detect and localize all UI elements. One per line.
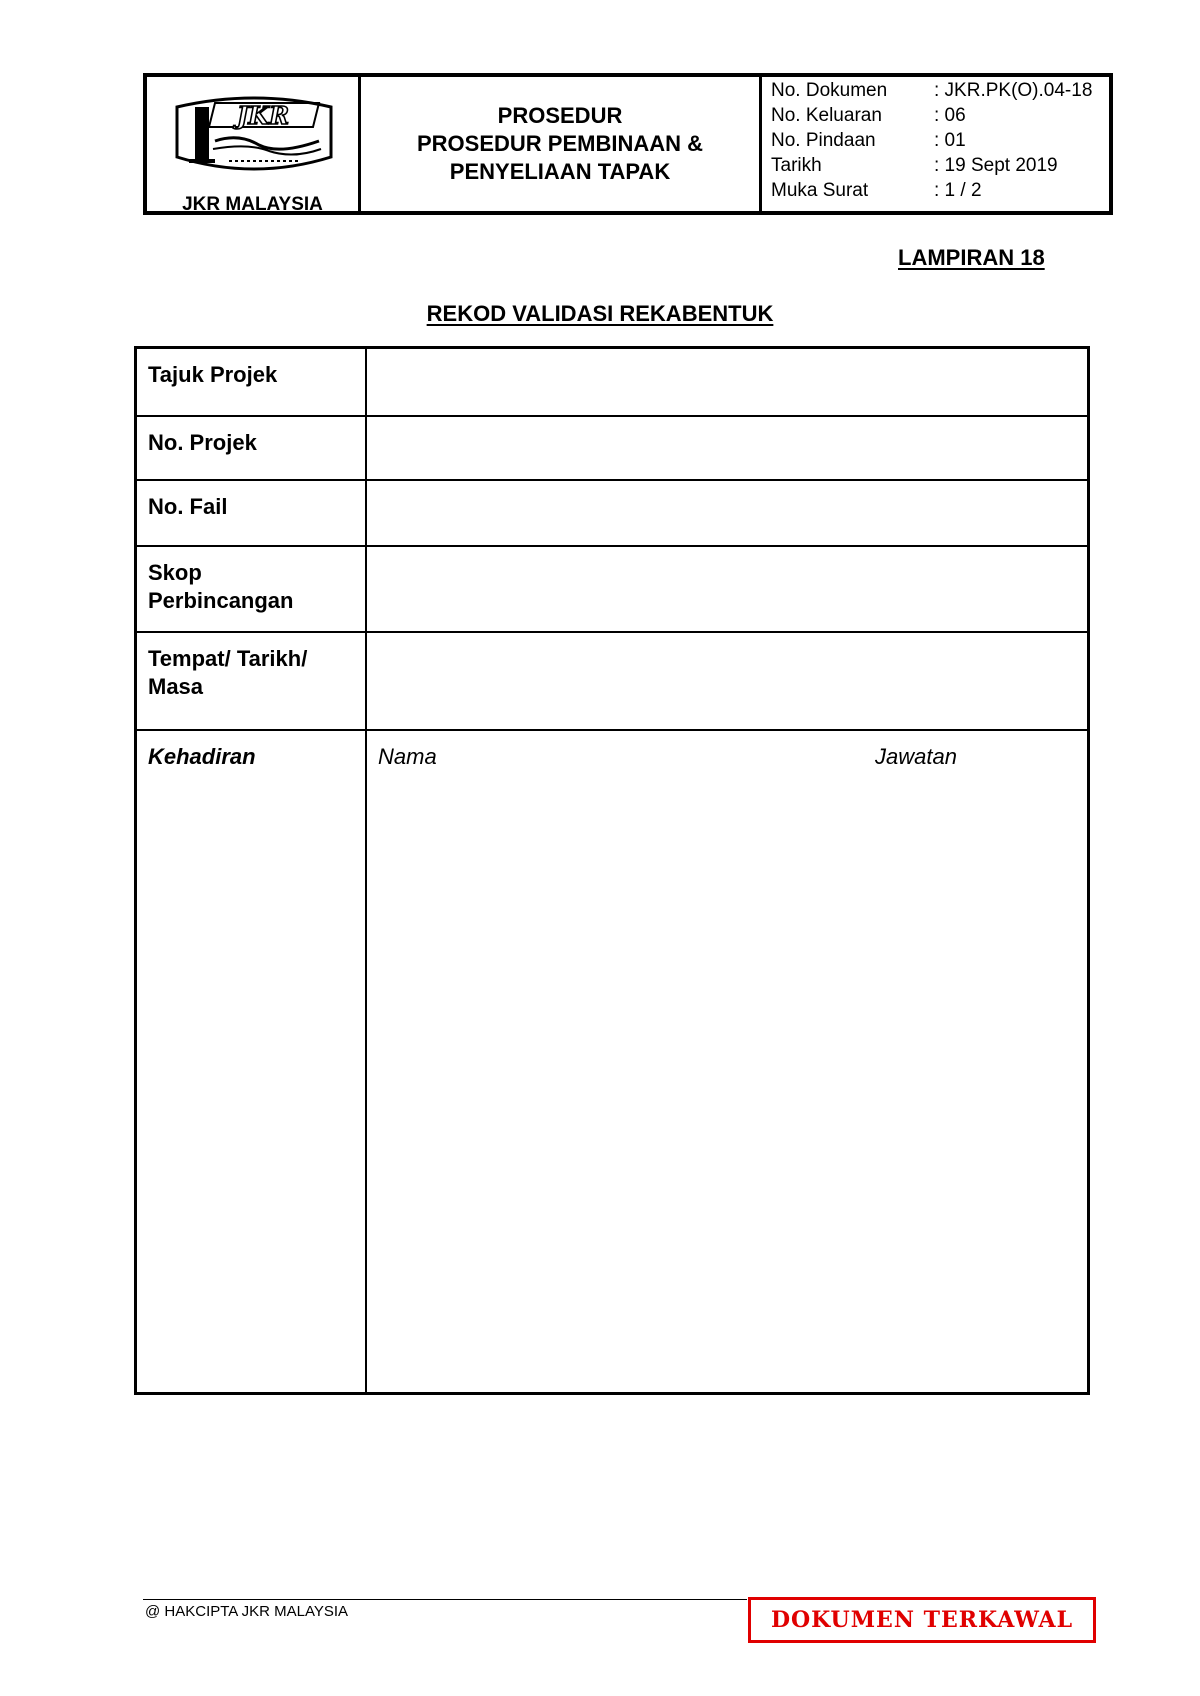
discussion-scope-field[interactable]: [367, 547, 1087, 631]
field-label: [137, 633, 367, 729]
form-row-project-title: [137, 349, 1087, 415]
meta-key: Muka Surat: [771, 180, 869, 201]
appendix-label: LAMPIRAN 18: [898, 245, 1045, 270]
form-row-place-date-time: [137, 631, 1087, 729]
footer-divider: [143, 1599, 747, 1600]
controlled-document-stamp: DOKUMEN TERKAWAL: [748, 1597, 1096, 1643]
org-name: JKR MALAYSIA: [182, 194, 323, 215]
title-line: PENYELIAAN TAPAK: [449, 159, 671, 184]
field-label: [137, 349, 367, 415]
meta-row: [771, 128, 1109, 153]
jkr-logo-icon: [169, 93, 339, 188]
field-label: [137, 417, 367, 479]
meta-value: : 19 Sept 2019: [934, 155, 1058, 176]
label-line: Tajuk Projek: [148, 362, 278, 387]
project-number-field[interactable]: [367, 417, 1087, 479]
meta-value: : 01: [934, 130, 966, 151]
field-label: [137, 481, 367, 545]
form-row-discussion-scope: [137, 545, 1087, 631]
label-line: Masa: [148, 674, 204, 699]
meta-key: No. Dokumen: [771, 80, 888, 101]
label-line: Tempat/ Tarikh/: [148, 646, 308, 671]
form-row-attendance: [137, 729, 1087, 1392]
meta-key: No. Keluaran: [771, 105, 882, 126]
meta-value: : 06: [934, 105, 966, 126]
label-line: No. Fail: [148, 494, 228, 519]
title-line: PROSEDUR: [497, 103, 623, 128]
label-line: Perbincangan: [148, 588, 294, 613]
copyright-notice: @ HAKCIPTA JKR MALAYSIA: [145, 1603, 349, 1620]
meta-row: [771, 178, 1109, 203]
file-number-field[interactable]: [367, 481, 1087, 545]
document-meta: [762, 77, 1109, 211]
document-header: [143, 73, 1113, 215]
meta-row: [771, 103, 1109, 128]
meta-row: [771, 153, 1109, 178]
name-column-header: Nama: [378, 744, 437, 769]
attendance-field[interactable]: [367, 731, 1087, 1392]
label-line: No. Projek: [148, 430, 257, 455]
meta-key: Tarikh: [771, 155, 822, 176]
label-line: Skop: [148, 560, 202, 585]
procedure-title: [361, 77, 762, 211]
title-line: PROSEDUR PEMBINAAN &: [416, 131, 704, 156]
field-label: [137, 547, 367, 631]
meta-key: No. Pindaan: [771, 130, 876, 151]
logo-cell: [147, 77, 361, 215]
attendance-label: Kehadiran: [137, 731, 367, 1392]
svg-text:JKR: JKR: [236, 101, 290, 130]
form-row-file-number: [137, 479, 1087, 545]
form-row-project-number: [137, 415, 1087, 479]
meta-value: : 1 / 2: [934, 180, 982, 201]
document-title: REKOD VALIDASI REKABENTUK: [426, 301, 774, 326]
validation-form: [134, 346, 1090, 1395]
place-date-time-field[interactable]: [367, 633, 1087, 729]
meta-row: [771, 78, 1109, 103]
project-title-field[interactable]: [367, 349, 1087, 415]
meta-value: : JKR.PK(O).04-18: [934, 80, 1093, 101]
position-column-header: Jawatan: [875, 744, 957, 769]
